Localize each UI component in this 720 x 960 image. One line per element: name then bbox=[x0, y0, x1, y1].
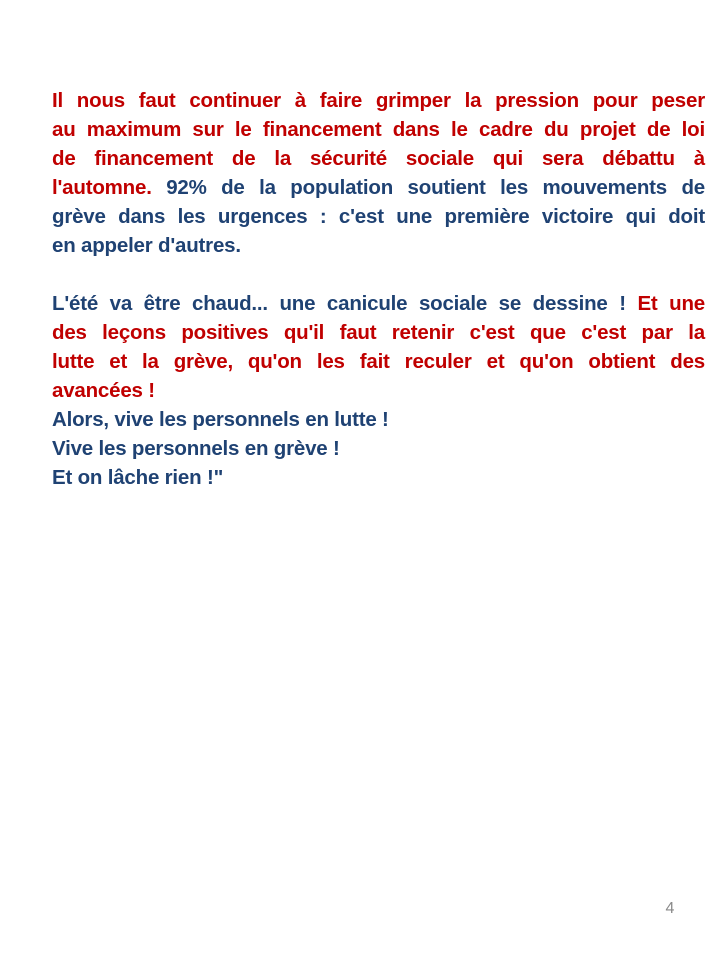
text-segment-red: Il nous faut continuer à faire grimper la pression pour peser bbox=[52, 89, 705, 112]
text-line bbox=[52, 231, 705, 260]
text-segment-blue: grève dans les urgences : c'est une première victoire qui doit bbox=[52, 205, 705, 228]
text-segment-red: des leçons positives qu'il faut retenir c'est que c'est par la bbox=[52, 321, 705, 344]
text-segment-red: Et une bbox=[637, 292, 705, 315]
text-segment-red: avancées ! bbox=[52, 379, 155, 402]
text-line bbox=[52, 318, 705, 347]
text-line bbox=[52, 376, 705, 405]
text-line bbox=[52, 173, 705, 202]
text-line bbox=[52, 289, 705, 318]
text-segment-blue: Et on lâche rien !" bbox=[52, 466, 224, 489]
text-segment-blue: 92% de la population soutient les mouvements de bbox=[166, 176, 705, 199]
text-segment-blue: Alors, vive les personnels en lutte ! bbox=[52, 408, 389, 431]
text-line bbox=[52, 144, 705, 173]
text-line bbox=[52, 463, 705, 492]
page-number: 4 bbox=[665, 900, 675, 917]
text-line bbox=[52, 202, 705, 231]
paragraph bbox=[52, 86, 705, 260]
text-segment-blue: Vive les personnels en grève ! bbox=[52, 437, 340, 460]
text-segment-red: l'automne. bbox=[52, 176, 167, 199]
text-segment-red: de financement de la sécurité sociale qui sera débattu à bbox=[52, 147, 705, 170]
text-block bbox=[52, 86, 705, 492]
paragraph bbox=[52, 289, 705, 492]
text-line bbox=[52, 86, 705, 115]
text-line bbox=[52, 347, 705, 376]
text-segment-red: lutte et la grève, qu'on les fait reculer et qu'on obtient des bbox=[52, 350, 705, 373]
text-line bbox=[52, 405, 705, 434]
text-line bbox=[52, 115, 705, 144]
text-segment-red: au maximum sur le financement dans le cadre du projet de loi bbox=[52, 118, 705, 141]
text-segment-blue: L'été va être chaud... une canicule sociale se dessine ! bbox=[52, 292, 638, 315]
text-line bbox=[52, 434, 705, 463]
text-segment-blue: en appeler d'autres. bbox=[52, 234, 241, 257]
